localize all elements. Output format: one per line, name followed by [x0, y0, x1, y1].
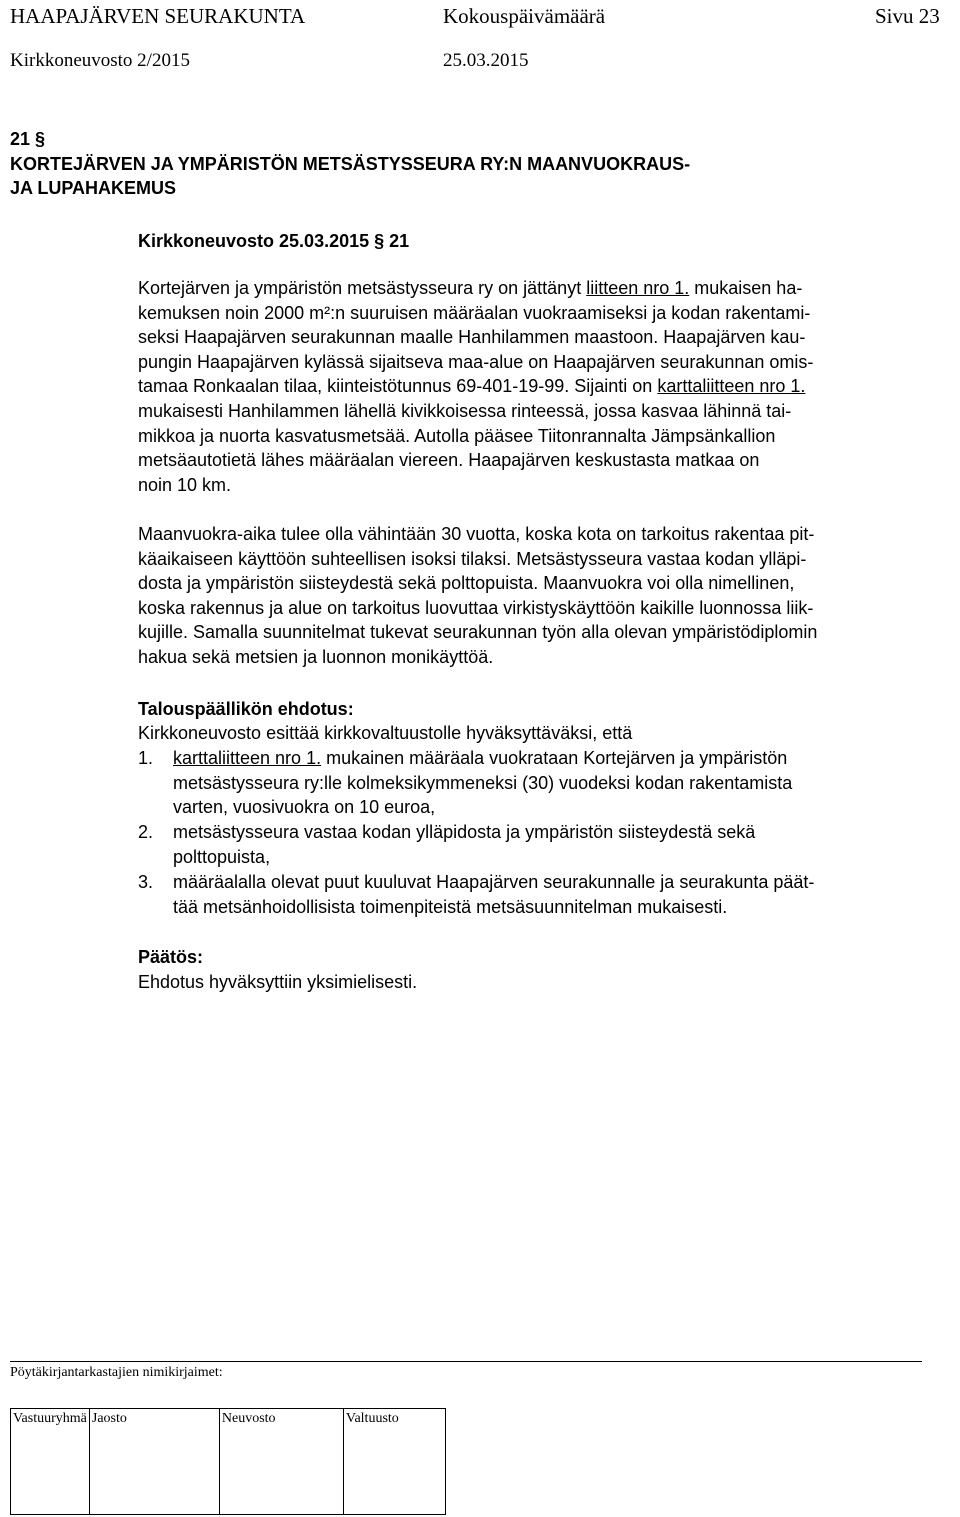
list-item-line: määräalalla olevat puut kuuluvat Haapajärven seurakunnalle ja seurakunta päät- [173, 872, 815, 892]
p2-line: hakua sekä metsien ja luonnon monikäyttöä. [138, 646, 494, 667]
proposal-heading: Talouspäällikön ehdotus: [138, 699, 354, 719]
list-item-line: metsästysseura vastaa kodan ylläpidosta ja ympäristön siisteydestä sekä [173, 822, 756, 842]
signature-label: Pöytäkirjantarkastajien nimikirjaimet: [10, 1365, 223, 1380]
paragraph-1 [138, 276, 813, 497]
map-attachment-link[interactable]: karttaliitteen nro 1. [173, 748, 322, 768]
list-item-line: varten, vuosivuokra on 10 euroa, [173, 797, 436, 818]
approval-table [10, 1408, 446, 1515]
column-valtuusto: Valtuusto [343, 1409, 445, 1515]
decision-heading: Päätös: [138, 947, 204, 967]
p1-line: seksi Haapajärven seurakunnan maalle Hanhilammen maastoon. Haapajärven kau- [138, 327, 806, 348]
p1-line: noin 10 km. [138, 474, 232, 495]
section-number: 21 § [10, 129, 46, 149]
list-item-line: metsästysseura ry:lle kolmeksikymmeneksi (30) vuodeksi kodan rakentamista [173, 772, 793, 793]
map-attachment-link[interactable]: karttaliitteen nro 1. [657, 376, 806, 397]
footer-divider [10, 1361, 922, 1362]
organization-name: HAAPAJÄRVEN SEURAKUNTA [10, 4, 306, 28]
list-item-line: karttaliitteen nro 1. mukainen määräala vuokrataan Kortejärven ja ympäristön [173, 748, 788, 768]
p2-line: kujille. Samalla suunnitelmat tukevat seurakunnan työn alla olevan ympäristödiplomin [138, 622, 818, 643]
decision-text: Ehdotus hyväksyttiin yksimielisesti. [138, 972, 418, 992]
p1-line: pungin Haapajärven kylässä sijaitseva maa-alue on Haapajärven seurakunnan omis- [138, 351, 814, 372]
list-item-line: polttopuista, [173, 846, 271, 867]
p1-line: Kortejärven ja ympäristön metsästysseura ry on jättänyt liitteen nro 1. mukaisen ha- [138, 278, 803, 298]
meeting-reference: Kirkkoneuvosto 25.03.2015 § 21 [138, 231, 410, 251]
list-number: 1. [138, 748, 154, 768]
p1-line: kemuksen noin 2000 m²:n suuruisen määräalan vuokraamiseksi ja kodan rakentami- [138, 302, 811, 323]
p1-line: mukaisesti Hanhilammen lähellä kivikkoisessa rinteessä, jossa kasvaa lähinnä tai- [138, 400, 792, 421]
p1-line: tamaa Ronkaalan tilaa, kiinteistötunnus 69-401-19-99. Sijainti on karttaliitteen nro 1. [138, 376, 806, 397]
section-title-line1: KORTEJÄRVEN JA YMPÄRISTÖN METSÄSTYSSEURA RY:N MAANVUOKRAUS- [10, 154, 691, 174]
column-neuvosto: Neuvosto [219, 1409, 343, 1515]
p2-line: dosta ja ympäristön siisteydestä sekä polttopuista. Maanvuokra voi olla nimellinen, [138, 573, 795, 594]
p2-line: koska rakennus ja alue on tarkoitus luovuttaa virkistyskäyttöön kaikille luonnossa liik- [138, 597, 814, 618]
section-title-line2: JA LUPAHAKEMUS [10, 178, 177, 198]
meeting-date: 25.03.2015 [443, 50, 529, 71]
list-item-line: tää metsänhoidollisista toimenpiteistä metsäsuunnitelman mukaisesti. [173, 896, 728, 917]
list-number: 3. [138, 872, 154, 892]
minutes-id: Kirkkoneuvosto 2/2015 [10, 50, 190, 71]
list-number: 2. [138, 822, 154, 842]
meeting-date-label: Kokouspäivämäärä [443, 4, 606, 28]
p2-line: käaikaiseen käyttöön suhteellisen isoksi tilaksi. Metsästysseura vastaa kodan ylläpi- [138, 548, 807, 569]
column-vastuuryhma: Vastuuryhmä [11, 1409, 90, 1515]
paragraph-2 [138, 522, 817, 670]
p1-line: metsäautotietä lähes määräalan viereen. Haapajärven keskustasta matkaa on [138, 450, 760, 471]
p2-line: Maanvuokra-aika tulee olla vähintään 30 vuotta, koska kota on tarkoitus rakentaa pit- [138, 524, 815, 544]
p1-line: mikkoa ja nuorta kasvatusmetsää. Autolla pääsee Tiitonrannalta Jämpsänkallion [138, 425, 776, 446]
page-number: Sivu 23 [875, 4, 940, 28]
proposal-intro: Kirkkoneuvosto esittää kirkkovaltuustolle hyväksyttäväksi, että [138, 723, 633, 743]
attachment-link[interactable]: liitteen nro 1. [586, 278, 690, 298]
column-jaosto: Jaosto [89, 1409, 219, 1515]
